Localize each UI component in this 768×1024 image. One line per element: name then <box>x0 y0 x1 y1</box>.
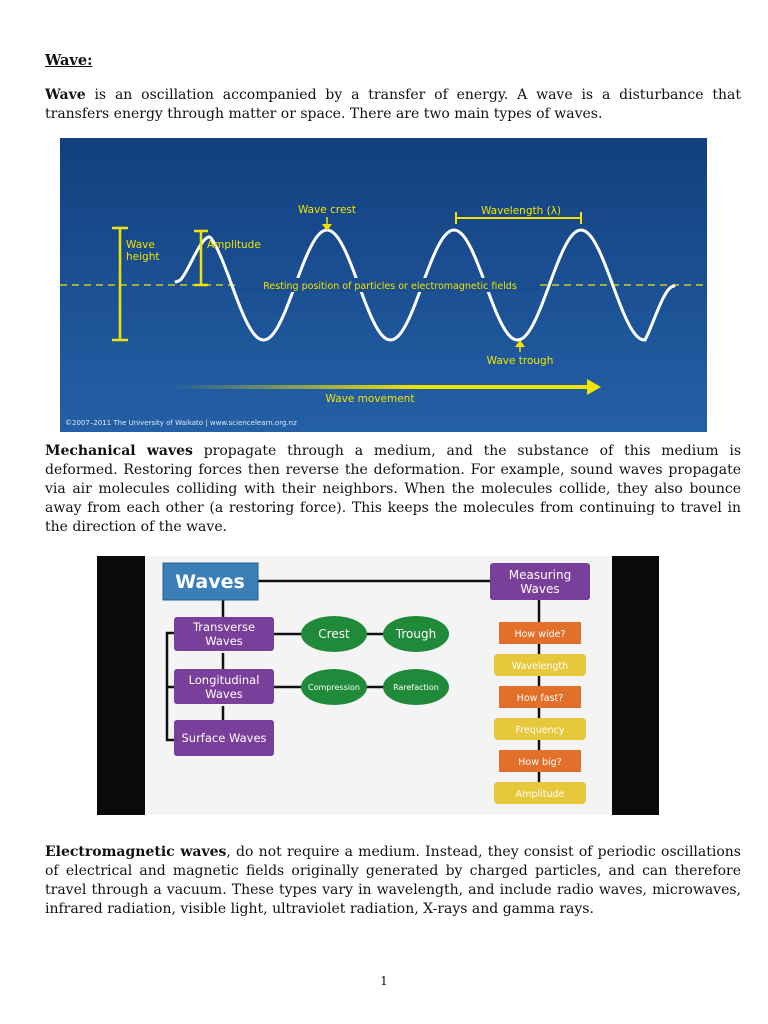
right-black-bar <box>612 556 659 815</box>
measure-item-4 <box>494 718 586 740</box>
term-wave: Wave <box>45 87 86 103</box>
wave-height-label-1: Wave <box>126 239 155 251</box>
svg-text:How big?: How big? <box>518 757 562 768</box>
trough-label: Trough <box>395 627 437 641</box>
wave-movement-label: Wave movement <box>325 393 415 405</box>
wave-movement-arrow-shaft <box>170 385 590 389</box>
surface-waves-label: Surface Waves <box>181 731 267 745</box>
longitudinal-waves-label-2: Waves <box>205 687 243 701</box>
crest-label: Crest <box>318 627 350 641</box>
measure-item-1 <box>499 622 581 644</box>
svg-text:Frequency: Frequency <box>515 725 565 736</box>
measure-item-5 <box>499 750 581 772</box>
paragraph-mechanical-text: propagate through a medium, and the substance of this medium is deformed. Restoring forces then reverse the deformation. For example, sound waves propagate via air molecules colliding with their neighbors. When the molecules collide, they also bounce away from each other (a restoring force). This keeps the molecules from continuing to travel in the direction of the wave. <box>45 443 741 535</box>
paragraph-wave-text: is an oscillation accompanied by a transfer of energy. A wave is a disturbance that transfers energy through matter or space. There are two main types of waves. <box>45 87 741 122</box>
wave-crest-label: Wave crest <box>297 204 357 216</box>
wavelength-label: Wavelength (λ) <box>480 205 562 217</box>
document-title: Wave: <box>45 52 93 69</box>
copyright-text: ©2007–2011 The University of Waikato | www.sciencelearn.org.nz <box>65 419 297 427</box>
svg-text:Wavelength: Wavelength <box>511 661 569 672</box>
page-number: 1 <box>380 974 388 988</box>
rarefaction-label: Rarefaction <box>393 683 439 692</box>
wave-trough-label: Wave trough <box>486 355 554 367</box>
svg-text:Amplitude: Amplitude <box>515 789 565 800</box>
transverse-waves-label-1: Transverse <box>192 620 256 634</box>
measure-item-6 <box>494 782 586 804</box>
term-mechanical: Mechanical waves <box>45 443 193 459</box>
amplitude-label: Amplitude <box>207 239 261 251</box>
wave-diagram <box>60 138 707 432</box>
svg-text:How fast?: How fast? <box>516 693 564 704</box>
waves-root-label: Waves <box>175 571 245 593</box>
paragraph-wave <box>45 86 741 124</box>
left-black-bar <box>97 556 145 815</box>
measuring-waves-label-1: Measuring <box>508 568 572 582</box>
resting-label: Resting position of particles or electromagnetic fields <box>263 281 517 292</box>
svg-text:How wide?: How wide? <box>514 629 566 640</box>
measure-item-3 <box>499 686 581 708</box>
paragraph-mechanical <box>45 442 741 537</box>
measuring-waves-label-2: Waves <box>520 582 560 596</box>
longitudinal-waves-label-1: Longitudinal <box>188 673 260 687</box>
term-electromagnetic: Electromagnetic waves <box>45 844 227 860</box>
wave-height-label-2: height <box>126 251 160 263</box>
paragraph-electromagnetic-text: , do not require a medium. Instead, they consist of periodic oscillations of electrical and magnetic fields originally generated by charged particles, and can therefore travel through a vacuum. These types vary in wavelength, and include radio waves, microwaves, infrared radiation, visible light, ultraviolet radiation, X-rays and gamma rays. <box>45 844 741 917</box>
measure-item-2 <box>494 654 586 676</box>
compression-label: Compression <box>308 683 360 692</box>
waves-concept-map <box>97 556 659 815</box>
transverse-waves-label-2: Waves <box>205 634 243 648</box>
paragraph-electromagnetic <box>45 843 741 919</box>
